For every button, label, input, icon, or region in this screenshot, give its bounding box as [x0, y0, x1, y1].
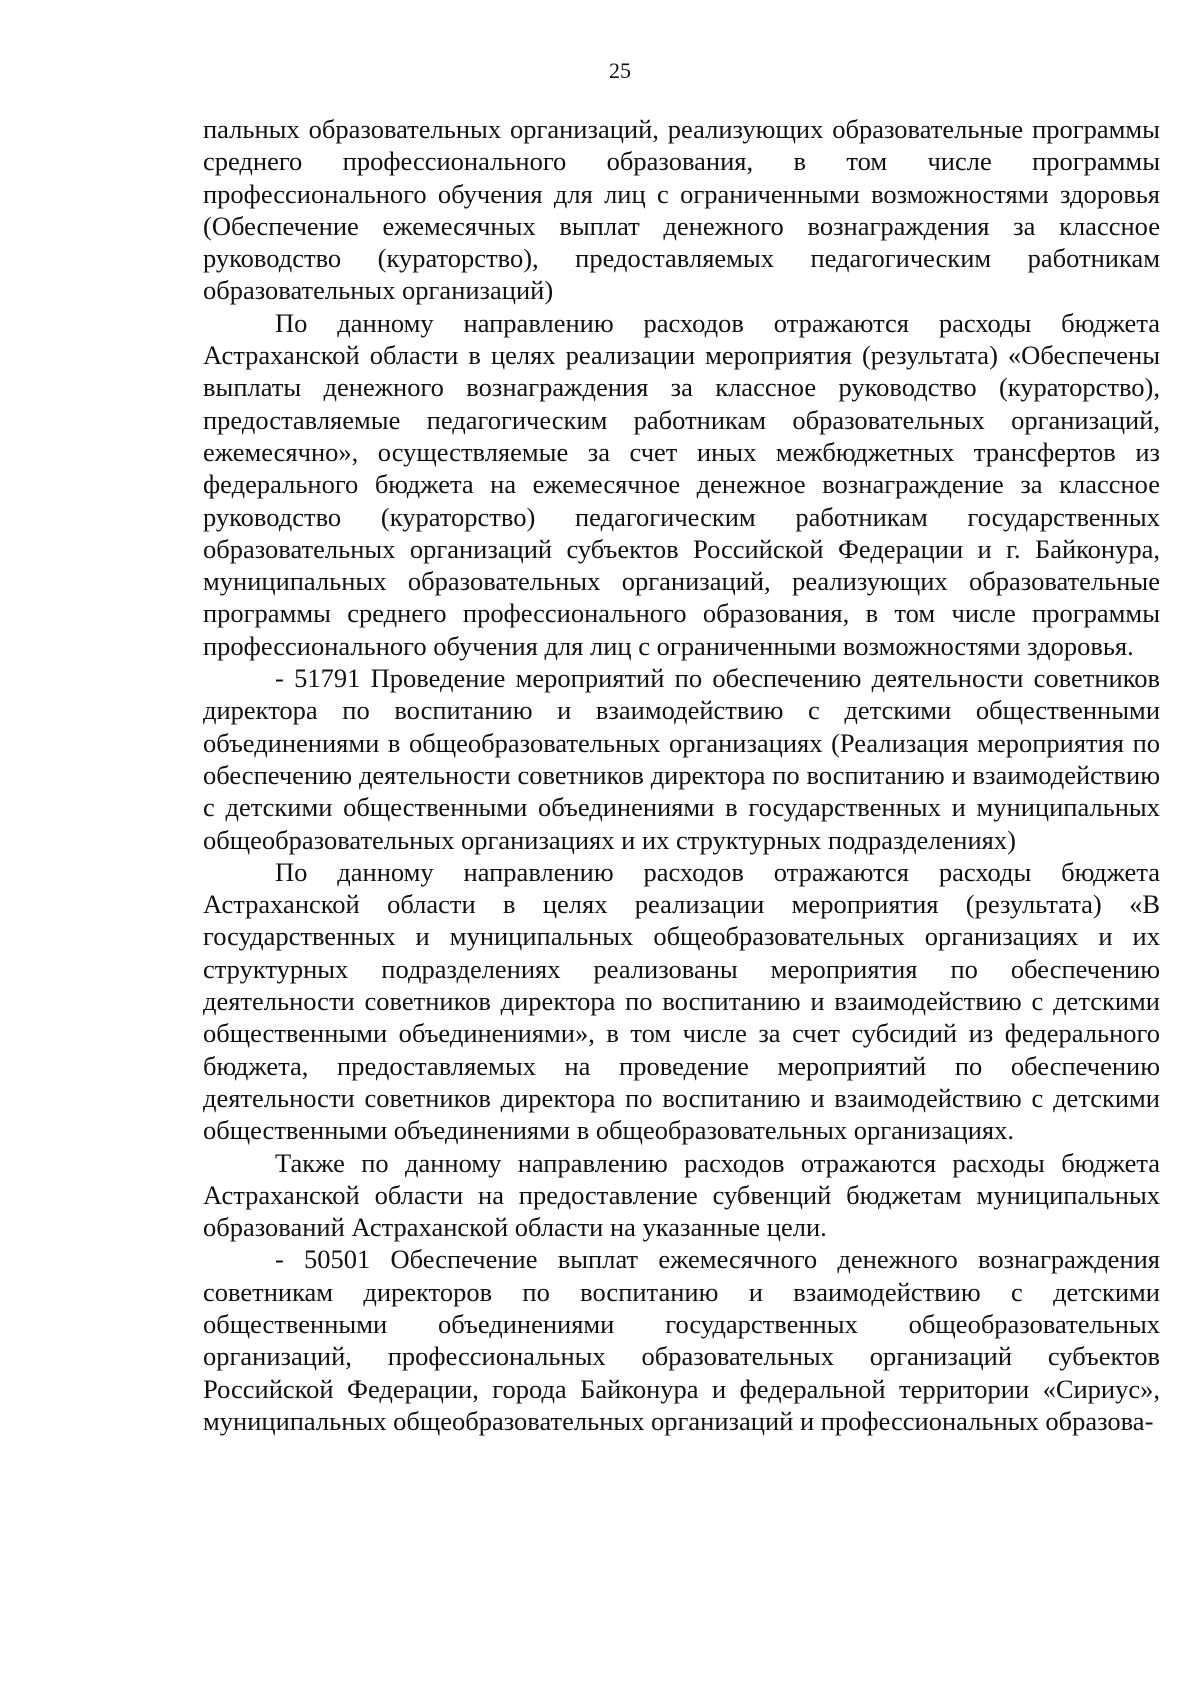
paragraph-subventions: Также по данному направлению расходов отражаются расходы бюджета Астраханской области на предоставление субвенций бюджетам муниципальных образований Астраханской области на указанные цели.: [203, 1147, 1160, 1243]
paragraph-code-51791: - 51791 Проведение мероприятий по обеспечению деятельности советников директора по воспитанию и взаимодействию с детскими общественными объединениями в общеобразовательных организациях (Реализация мероприятия по обеспечению деятельности советников директора по воспитанию и взаимодействию с детскими общественными объединениями в государственных и муниципальных общеобразовательных организациях и их структурных подразделениях): [203, 663, 1160, 855]
paragraph-expenses-advisors: По данному направлению расходов отражаются расходы бюджета Астраханской области в целях реализации мероприятия (результата) «В государственных и муниципальных общеобразовательных организациях и их структурных подразделениях реализованы мероприятия по обеспечению деятельности советников директора по воспитанию и взаимодействию с детскими общественными объединениями», в том числе за счет субсидий из федерального бюджета, предоставляемых на проведение мероприятий по обеспечению деятельности советников директора по воспитанию и взаимодействию с детскими общественными объединениями в общеобразовательных организациях.: [203, 856, 1160, 1146]
paragraph-code-50501: - 50501 Обеспечение выплат ежемесячного денежного вознаграждения советникам директоров по воспитанию и взаимодействию с детскими общественными объединениями государственных общеобразовательных организаций, профессиональных образовательных организаций субъектов Российской Федерации, города Байконура и федеральной территории «Сириус», муниципальных общеобразовательных организаций и профессиональных образова-: [203, 1244, 1160, 1436]
paragraph-expenses-classroom-guidance: По данному направлению расходов отражаются расходы бюджета Астраханской области в целях реализации мероприятия (результата) «Обеспечены выплаты денежного вознаграждения за классное руководство (кураторство), предоставляемые педагогическим работникам образовательных организаций, ежемесячно», осуществляемые за счет иных межбюджетных трансфертов из федерального бюджета на ежемесячное денежное вознаграждение за классное руководство (кураторство) педагогическим работникам государственных образовательных организаций субъектов Российской Федерации и г. Байконура, муниципальных образовательных организаций, реализующих образовательные программы среднего профессионального образования, в том числе программы профессионального обучения для лиц с ограниченными возможностями здоровья.: [203, 307, 1160, 661]
paragraph-continuation: пальных образовательных организаций, реализующих образовательные программы среднего профессионального образования, в том числе программы профессионального обучения для лиц с ограниченными возможностями здоровья (Обеспечение ежемесячных выплат денежного вознаграждения за классное руководство (кураторство), предоставляемых педагогическим работникам образовательных организаций): [203, 114, 1160, 306]
document-body: [203, 113, 1160, 1437]
page-number: 25: [609, 58, 631, 83]
